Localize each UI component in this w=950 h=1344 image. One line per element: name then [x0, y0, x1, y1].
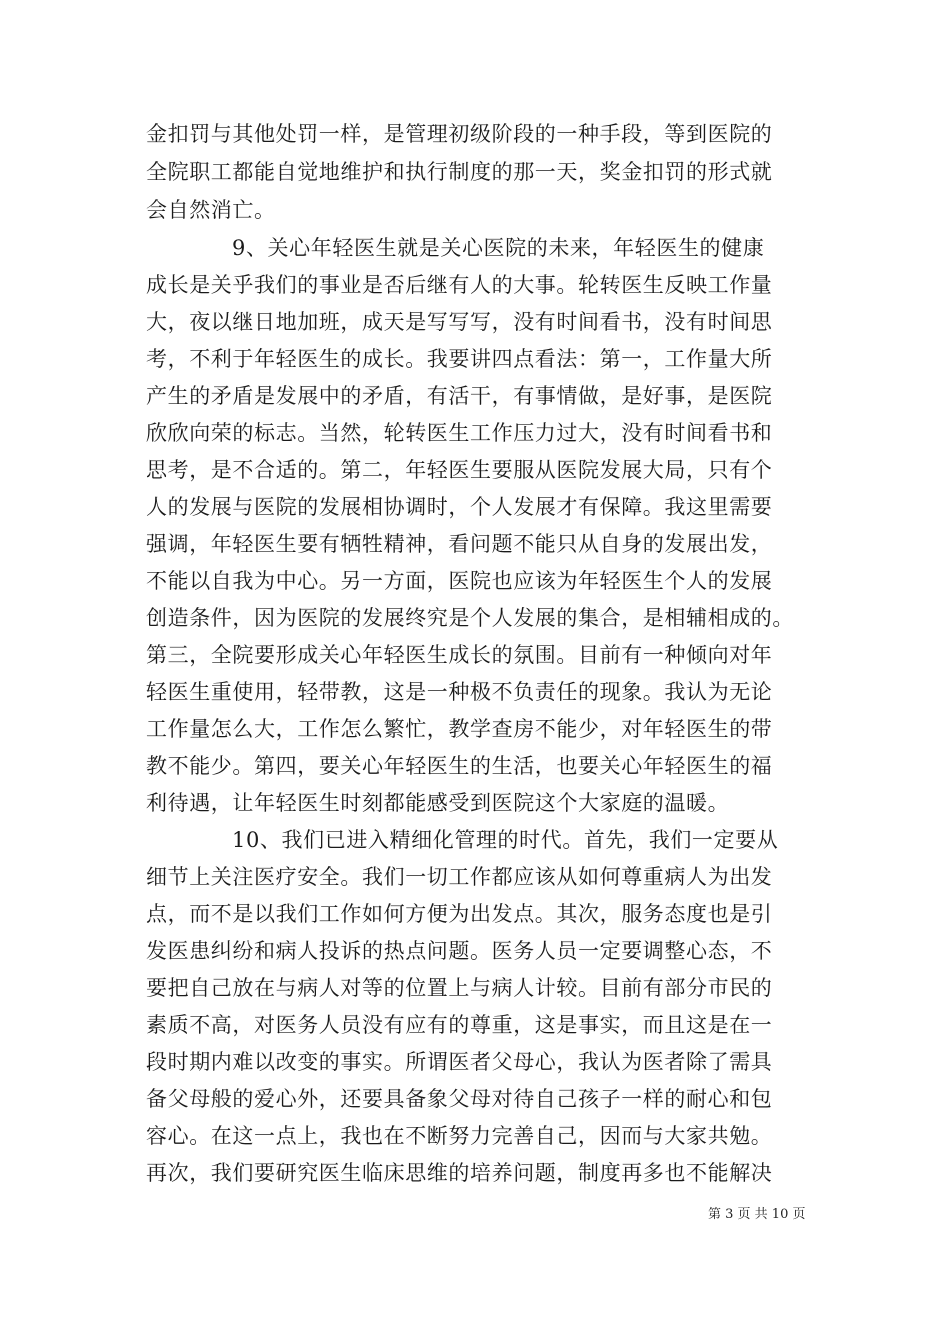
text-line: 考，不利于年轻医生的成长。我要讲四点看法：第一，工作量大所 [146, 347, 773, 371]
text-line: 素质不高，对医务人员没有应有的尊重，这是事实，而且这是在一 [146, 1013, 773, 1037]
text-line: 细节上关注医疗安全。我们一切工作都应该从如何尊重病人为出发 [146, 865, 773, 889]
text-line: 再次，我们要研究医生临床思维的培养问题，制度再多也不能解决 [146, 1161, 773, 1185]
text-line: 强调，年轻医生要有牺牲精神，看问题不能只从自身的发展出发， [146, 532, 773, 556]
text-line: 会自然消亡。 [146, 198, 276, 222]
text-line: 人的发展与医院的发展相协调时，个人发展才有保障。我这里需要 [146, 495, 773, 519]
text-line: 创造条件，因为医院的发展终究是个人发展的集合，是相辅相成的。 [146, 606, 794, 630]
text-line: 轻医生重使用，轻带教，这是一种极不负责任的现象。我认为无论 [146, 680, 773, 704]
text-line: 金扣罚与其他处罚一样，是管理初级阶段的一种手段，等到医院的 [146, 122, 773, 146]
text-line: 容心。在这一点上，我也在不断努力完善自己，因而与大家共勉。 [146, 1124, 773, 1148]
text-line: 欣欣向荣的标志。当然，轮转医生工作压力过大，没有时间看书和 [146, 421, 773, 445]
text-line: 产生的矛盾是发展中的矛盾，有活干，有事情做，是好事，是医院 [146, 384, 773, 408]
text-line: 全院职工都能自觉地维护和执行制度的那一天，奖金扣罚的形式就 [146, 160, 773, 184]
page-number: 第 3 页 共 10 页 [708, 1207, 806, 1222]
text-line: 大，夜以继日地加班，成天是写写写，没有时间看书，没有时间思 [146, 310, 773, 334]
text-line: 发医患纠纷和病人投诉的热点问题。医务人员一定要调整心态，不 [146, 939, 773, 963]
text-line: 点，而不是以我们工作如何方便为出发点。其次，服务态度也是引 [146, 902, 773, 926]
text-line: 段时期内难以改变的事实。所谓医者父母心，我认为医者除了需具 [146, 1050, 773, 1074]
text-line: 备父母般的爱心外，还要具备象父母对待自己孩子一样的耐心和包 [146, 1087, 773, 1111]
text-line: 教不能少。第四，要关心年轻医生的生活，也要关心年轻医生的福 [146, 754, 773, 778]
text-line: 第三，全院要形成关心年轻医生成长的氛围。目前有一种倾向对年 [146, 643, 773, 667]
text-line: 思考，是不合适的。第二，年轻医生要服从医院发展大局，只有个 [146, 458, 773, 482]
text-line: 利待遇，让年轻医生时刻都能感受到医院这个大家庭的温暖。 [146, 791, 730, 815]
paragraph-10-start: 10、我们已进入精细化管理的时代。首先，我们一定要从 [232, 828, 779, 852]
text-line: 要把自己放在与病人对等的位置上与病人计较。目前有部分市民的 [146, 976, 773, 1000]
text-line: 不能以自我为中心。另一方面，医院也应该为年轻医生个人的发展 [146, 569, 773, 593]
paragraph-9-start: 9、关心年轻医生就是关心医院的未来，年轻医生的健康 [232, 236, 765, 260]
text-line: 工作量怎么大，工作怎么繁忙，教学查房不能少，对年轻医生的带 [146, 717, 773, 741]
text-line: 成长是关乎我们的事业是否后继有人的大事。轮转医生反映工作量 [146, 273, 773, 297]
